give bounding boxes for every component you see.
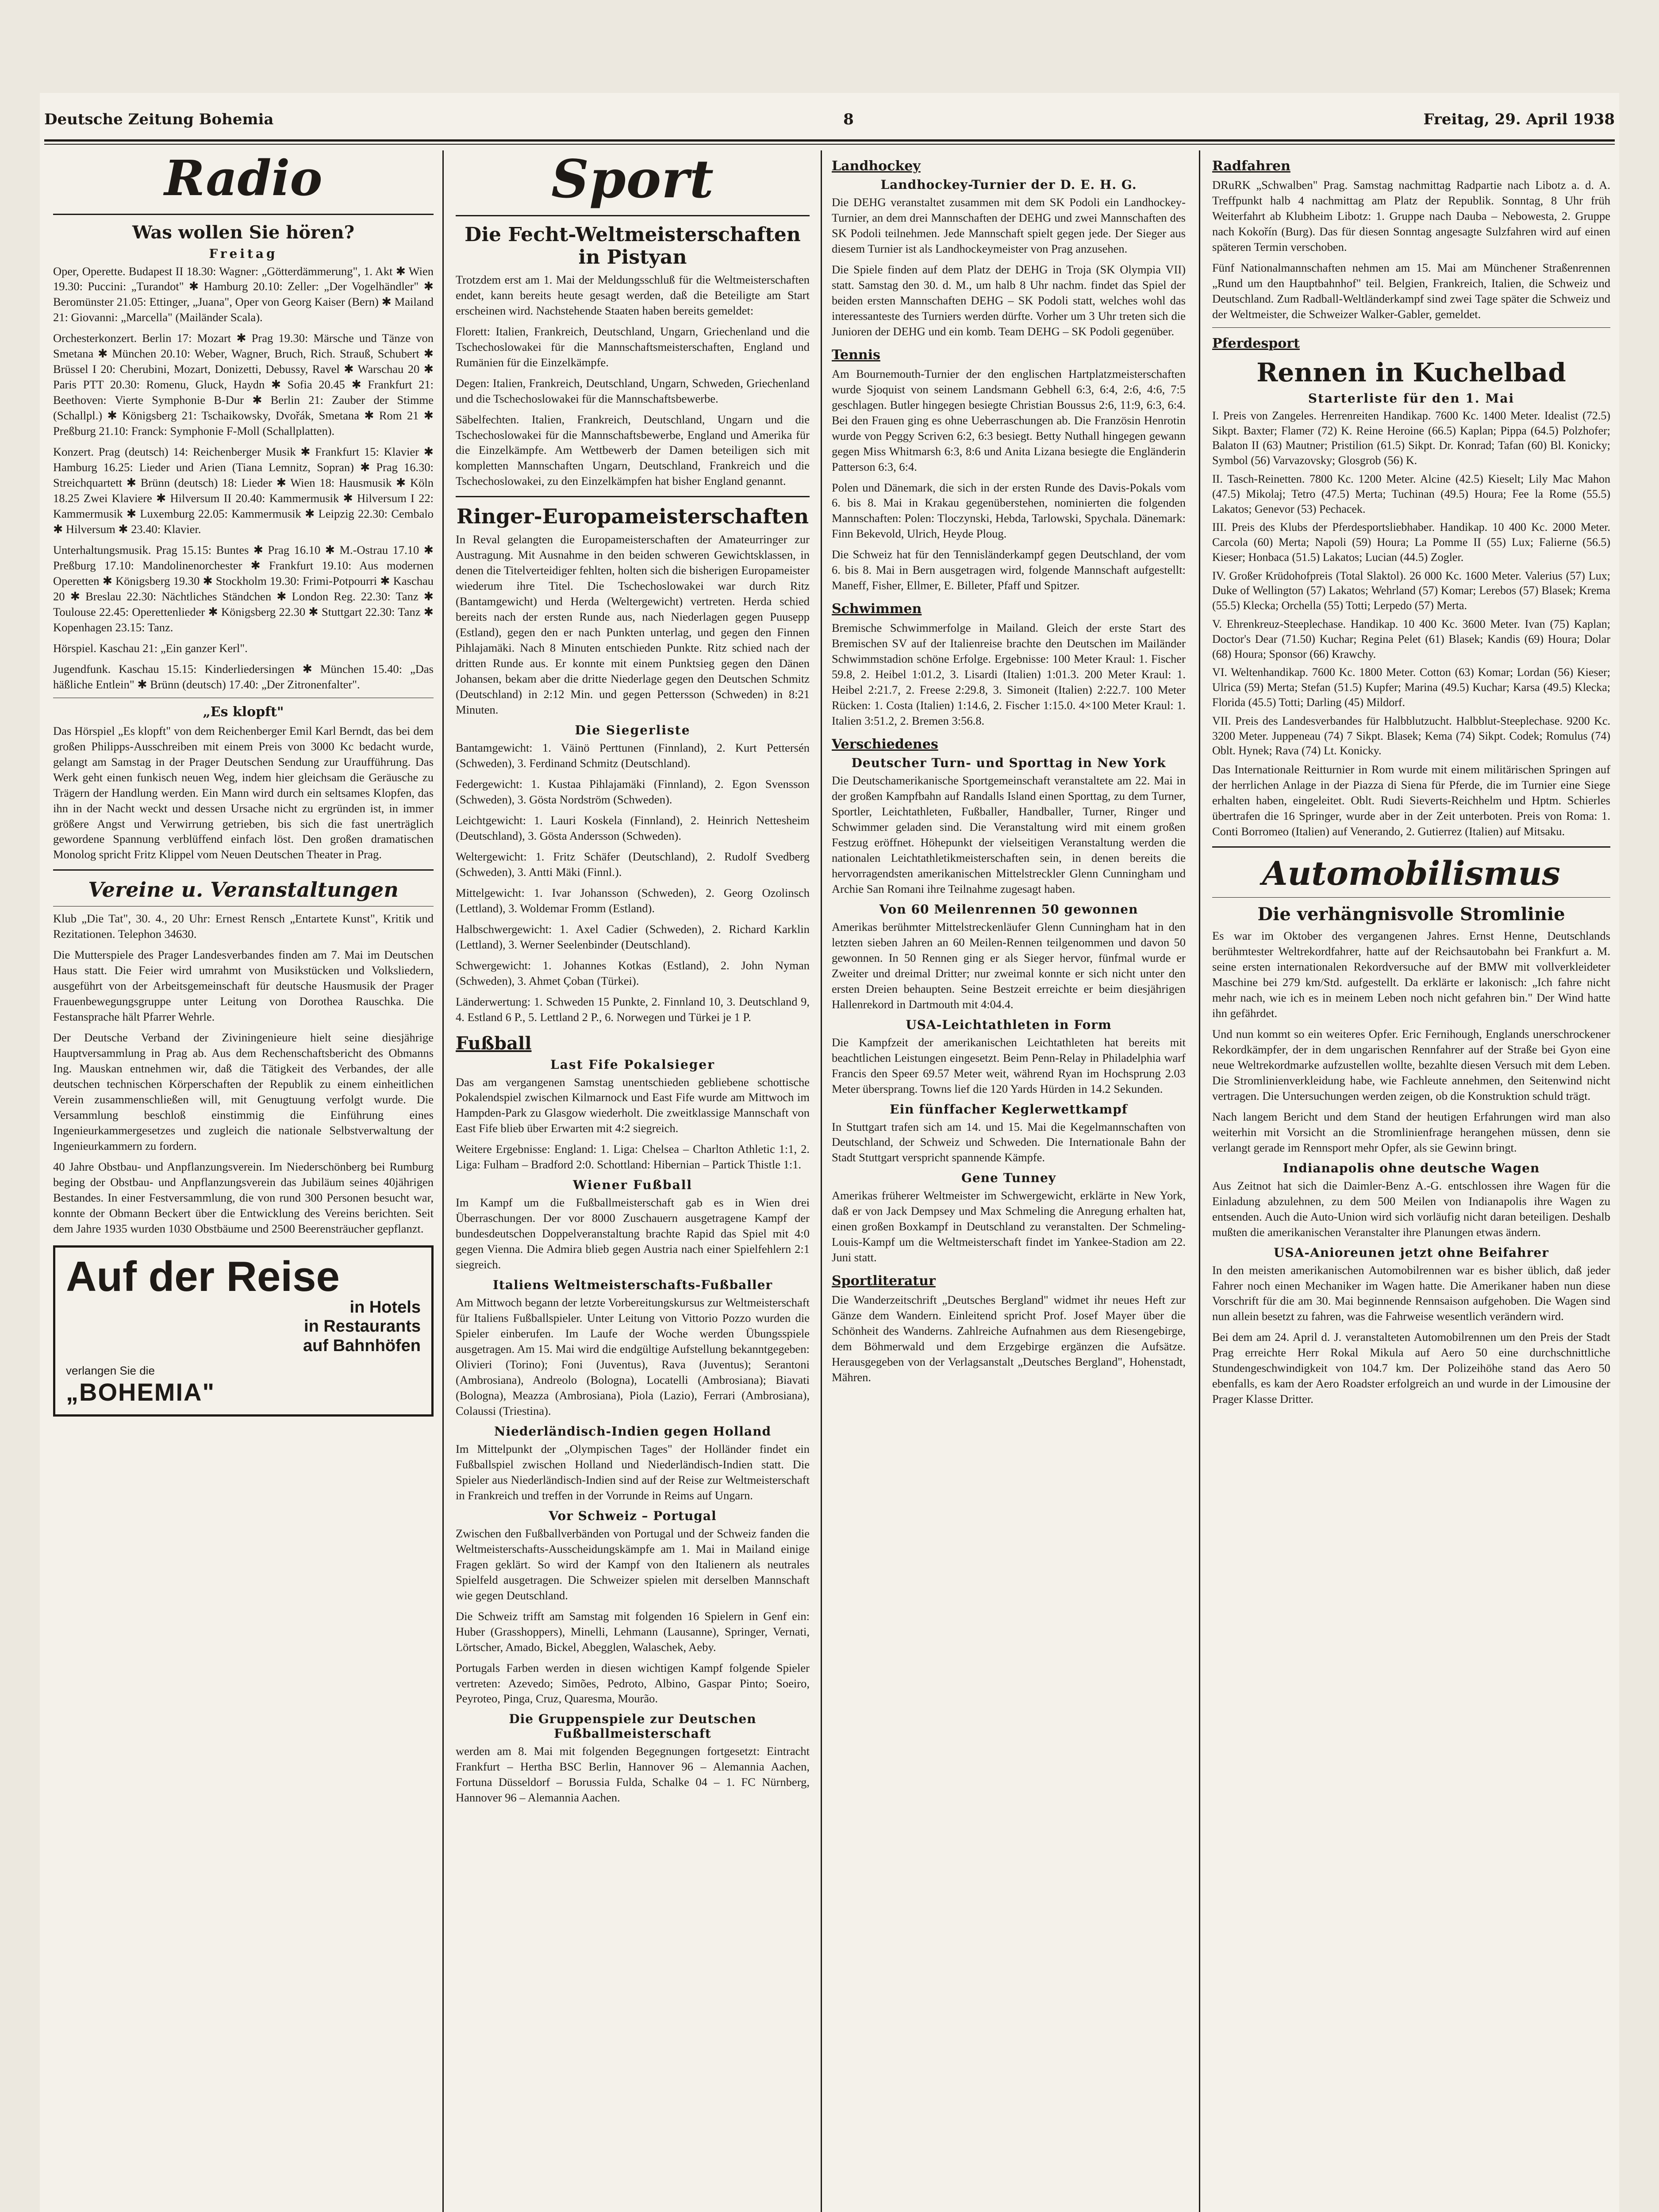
radio-paragraph: Konzert. Prag (deutsch) 14: Reichenberger Musik ✱ Frankfurt 15: Klavier ✱ Hamburg 16.25: Lieder und Arien (Tiana Lemnitz, Sopran) ✱ Prag 16.30: Streichquartett ✱ Brünn (deutsch) 18: Lieder ✱ Wien 18: Hausmusik ✱ Köln 18.25 Zwei Klaviere ✱ Hilversum II 20.40: Kammermusik ✱ Hilversum I 22: Kammermusik ✱ Luxemburg 22.05: Kammermusik ✱ Leipzig 22.30: Cembalo ✱ Hilversum ✱ 23.40: Klavier.	[53, 445, 434, 536]
radio-paragraph: Unterhaltungsmusik. Prag 15.15: Buntes ✱ Prag 16.10 ✱ M.-Ostrau 17.10 ✱ Preßburg 17.10: Mandolinenorchester ✱ Frankfurt 19.10: Aus modernen Operetten ✱ Königsberg 19.30 ✱ Stockholm 19.30: Frimi-Potpourri ✱ Kaschau 20 ✱ Breslau 22.30: Nächtliches Ständchen ✱ London Reg. 22.30: Tanz ✱ Toulouse 22.45: Operettenlieder ✱ Königsberg 22.30 ✱ Stuttgart 22.30: Tanz ✱ Kopenhagen 23.15: Tanz.	[53, 543, 434, 634]
sport-column-right	[1212, 150, 1610, 2212]
bohemia-advertisement	[53, 1245, 434, 1417]
sieger-item: Bantamgewicht: 1. Väinö Perttunen (Finnland), 2. Kurt Pettersén (Schweden), 3. Ferdinand Schmitz (Deutschland).	[456, 741, 810, 770]
landhockey-subtitle: Landhockey-Turnier der D. E. H. G.	[880, 177, 1137, 192]
meilen-text: Amerikas berühmter Mittelstreckenläufer Glenn Cunningham hat in den letzten sieben Jahren an 60 Meilen-Rennen teilgenommen und davon 50 gewonnen. In 50 Rennen ging er als Sieger hervor, fünfmal wurde er Zweiter und dreimal Dritter; nur zweimal konnte er sich nicht unter den ersten Dreien behaupten. Seine Bestzeit erreichte er beim diesjährigen Hallenrekord in Dartmouth mit 4:04.4.	[832, 920, 1186, 1011]
indianapolis-title: Indianapolis ohne deutsche Wagen	[1283, 1160, 1540, 1175]
divider	[53, 869, 434, 871]
radio-paragraph: Oper, Operette. Budapest II 18.30: Wagner: „Götterdämmerung", 1. Akt ✱ Wien 19.30: Puccini: „Turandot" ✱ Hamburg 20.10: Zeller: „Der Vogelhändler" ✱ Beromünster 21.05: Ettinger, „Juana", Oper von Georg Kaiser (Bern) ✱ Mailand 21: Giovanni: „Marcella" (Mailänder Scala).	[53, 264, 434, 324]
sieger-item: Schwergewicht: 1. Johannes Kotkas (Estland), 2. John Nyman (Schweden), 3. Ahmet Çoban (Türkei).	[456, 958, 810, 987]
race-entry: V. Ehrenkreuz-Steeplechase. Handikap. 10 400 Kc. 3600 Meter. Ivan (75) Kaplan; Doctor's Dear (71.50) Kuchar; Regina Pelet (61) Blasek; Kandis (69) Houra; Dolar (68) Houra; Sponsor (66) Krawchy.	[1212, 618, 1610, 661]
niederlande-title: Niederländisch-Indien gegen Holland	[494, 1424, 772, 1439]
ad-line: auf Bahnhöfen	[303, 1336, 421, 1356]
issue-date: Freitag, 29. April 1938	[1423, 111, 1615, 128]
column-divider	[442, 150, 444, 2212]
sieger-title: Die Siegerliste	[575, 723, 691, 738]
gruppenspiele-title: Die Gruppenspiele zur Deutschen Fußballmeisterschaft	[509, 1712, 757, 1741]
reitturnier-text: Das Internationale Reitturnier in Rom wurde mit einem militärischen Springen auf der herrlichen Anlage in der Piazza di Siena für Pferde, die im Turnier eine Siege erhalten haben, eingeleitet. Oblt. Rudi Sieverts-Reichhelm und Hptm. Schierles übertrafen die 16 Springer, wurde aber in der Zeit unterboten. Preis von Roma: 1. Conti Borromeo (Italien) auf Venerando, 2. Gutierrez (Italien) auf Mitsaku.	[1212, 763, 1610, 838]
ringer-paragraph: In Reval gelangten die Europameisterschaften der Amateurringer zur Austragung. Mit Ausnahme in den beiden schweren Gewichtsklassen, in denen die Titelverteidiger fehlten, holten sich die bisherigen Europameister wiederum ihre Titel. Die Tschechoslowakei war durch Ritz (Bantamgewicht) und Herda (Weltergewicht) vertreten. Herda schied bereits nach der ersten Runde aus, nach Niederlagen gegen Puusepp (Estland), gegen den er nach Punkten unterlag, und gegen den Finnen Pihlajamäki. Nach 8 Minuten entschieden Punkte. Ritz schied nach der dritten Runde aus. Er konnte mit einem Punktsieg gegen den Dänen Johansen, bekam aber die dritte Niederlage gegen den Deutschen Schmitz (Deutschland) in 2:12 Min. und gegen Pettersson (Schweden) in 8:21 Minuten.	[456, 533, 810, 717]
fussball-subtitle: Last Fife Pokalsieger	[550, 1057, 715, 1072]
sieger-item: Länderwertung: 1. Schweden 15 Punkte, 2. Finnland 10, 3. Deutschland 9, 4. Estland 6 P., 5. Lettland 2 P., 6. Norwegen und Türkei je 1 P.	[456, 995, 810, 1024]
gruppenspiele-text: werden am 8. Mai mit folgenden Begegnungen fortgesetzt: Eintracht Frankfurt – Hertha BSC Berlin, Hannover 96 – Alemannia Aachen, Fortuna Düsseldorf – Borussia Fulda, Schalke 04 – 1. FC Nürnberg, Hannover 96 – Alemannia Aachen.	[456, 1744, 810, 1805]
column-divider	[1199, 150, 1200, 2212]
sport-column-middle	[832, 150, 1186, 2212]
fecht-paragraph: Trotzdem erst am 1. Mai der Meldungsschluß für die Weltmeisterschaften endet, kann bereits heute gesagt werden, daß die Beteiligte am Start erscheinen wird. Nachstehende Staaten haben bereits gemeldet:	[456, 273, 810, 317]
kegler-title: Ein fünffacher Keglerwettkampf	[890, 1102, 1128, 1117]
tennis-title: Tennis	[832, 347, 880, 363]
kegler-text: In Stuttgart trafen sich am 14. und 15. Mai die Kegelmannschaften von Deutschland, der Schweiz und Schweden. Die Internationale Bahn der Stadt Stuttgart verspricht spannende Kämpfe.	[832, 1120, 1186, 1164]
stromlinie-paragraph: Und nun kommt so ein weiteres Opfer. Eric Fernihough, Englands unerschrockener Rekordkämpfer, der in dem ungarischen Rennfahrer auf der Straße bei Gyon eine neue Weltrekordmarke aufzustellen wollte, bezahlte diesen Versuch mit dem Leben. Die Stromlinienverkleidung habe, wie Fachleute annehmen, den Seitenwind nicht vertragen. Die Untersuchungen werden zeigen, ob die Konstruktion schuld trägt.	[1212, 1027, 1610, 1102]
ad-line: in Hotels	[349, 1298, 421, 1317]
divider	[456, 496, 810, 497]
radio-paragraph: Orchesterkonzert. Berlin 17: Mozart ✱ Prag 19.30: Märsche und Tänze von Smetana ✱ München 20.10: Weber, Wagner, Bruch, Rich. Strauß, Schubert ✱ Brüssel I 20: Cherubini, Mozart, Donizetti, Debussy, Ravel ✱ Warschau 20 ✱ Paris PTT 20.30: Romenu, Gluck, Haydn ✱ Sofia 20.45 ✱ Frankfurt 21: Beethoven: Vierte Symphonie B-Dur ✱ Berlin 21: Zauber der Stimme (Schallpl.) ✱ Königsberg 21: Tschaikowsky, Dvořák, Smetana ✱ Rom 21 ✱ Preßburg 21.10: Franck: Symphonie F-Moll (Schallplatten).	[53, 331, 434, 438]
schwimmen-title: Schwimmen	[832, 601, 922, 617]
race-entry: VII. Preis des Landesverbandes für Halbblutzucht. Halbblut-Steeplechase. 9200 Kc. 3200 Meter. Juppeneau (74) 7 Sikpt. Blasek; Kema (74) Sikpt. Codek; Romulus (74) Oblt. Hynek; Rava (74) Lt. Konicky.	[1212, 714, 1610, 757]
page-number: 8	[843, 111, 854, 128]
sieger-item: Mittelgewicht: 1. Ivar Johansson (Schweden), 2. Georg Ozolinsch (Lettland), 3. Woldemar Fromm (Estland).	[456, 886, 810, 915]
sportliteratur-text: Die Wanderzeitschrift „Deutsches Bergland" widmet ihr neues Heft zur Gänze dem Wandern. Einleitend spricht Prof. Josef Mayer über die Schönheit des Wanderns. Zahlreiche Aufnahmen aus dem Riesengebirge, dem Böhmerwald und dem Erzgebirge ergänzen die Aufsätze. Herausgegeben von der Verlagsanstalt „Deutsches Bergland", Hohenstadt, Mähren.	[832, 1293, 1186, 1384]
tunney-title: Gene Tunney	[961, 1171, 1056, 1186]
vereine-paragraph: Die Mutterspiele des Prager Landesverbandes finden am 7. Mai im Deutschen Haus statt. Die Feier wird umrahmt von Musikstücken und Volksliedern, ausgeführt von der Arbeitsgemeinschaft für deutsche Hausmusik der Prager Frauenbewegungsgruppe unter Leitung von Dorothea Rauschka. Die Festansprache hält Pfarrer Wehrle.	[53, 948, 434, 1024]
italien-title: Italiens Weltmeisterschafts-Fußballer	[492, 1278, 773, 1293]
radio-question: Was wollen Sie hören?	[132, 222, 355, 243]
verschiedenes-title: Verschiedenes	[832, 737, 938, 753]
sieger-item: Weltergewicht: 1. Fritz Schäfer (Deutschland), 2. Rudolf Svedberg (Schweden), 3. Antti Mäki (Finnl.).	[456, 849, 810, 879]
fussball-paragraph: Weitere Ergebnisse: England: 1. Liga: Chelsea – Charlton Athletic 1:1, 2. Liga: Fulham – Bradford 2:0. Schottland: Hibernian – Partick Thistle 1:1.	[456, 1142, 810, 1171]
radio-day: Freitag	[209, 246, 278, 261]
divider	[53, 214, 434, 215]
divider	[456, 215, 810, 216]
ad-line: in Restaurants	[304, 1317, 421, 1336]
sport-column-left	[456, 150, 810, 2212]
vereine-paragraph: Klub „Die Tat", 30. 4., 20 Uhr: Ernest Rensch „Entartete Kunst", Kritik und Rezitationen. Telephon 34630.	[53, 912, 434, 941]
landhockey-paragraph: Die Spiele finden auf dem Platz der DEHG in Troja (SK Olympia VII) statt. Samstag den 30. d. M., um halb 8 Uhr nachm. findet das Spiel der beiden ersten Mannschaften DEHG – SK Podoli statt, welches wohl das interessanteste des Turniers werden dürfte. Vorher um 3 Uhr treten sich die Junioren der DEHG und ein komb. Team DEHG – SK Podoli gegenüber.	[832, 262, 1186, 338]
sieger-item: Leichtgewicht: 1. Lauri Koskela (Finnland), 2. Heinrich Nettesheim (Deutschland), 3. Gösta Andersson (Schweden).	[456, 813, 810, 842]
sport-title: Sport	[551, 150, 714, 210]
column-divider	[821, 150, 822, 2212]
verschiedenes-subtitle: Deutscher Turn- und Sporttag in New York	[851, 756, 1166, 771]
meilen-title: Von 60 Meilenrennen 50 gewonnen	[879, 902, 1138, 917]
header-rule	[44, 139, 1615, 142]
fecht-paragraph: Degen: Italien, Frankreich, Deutschland, Ungarn, Schweden, Griechenland und die Tschechoslowakei für die Mannschaftsbewerbe.	[456, 376, 810, 405]
race-entry: I. Preis von Zangeles. Herrenreiten Handikap. 7600 Kc. 1400 Meter. Idealist (72.5) Sikpt. Baxter; Flamer (72) K. Reine Heroine (66.5) Kaplan; Pippa (64.5) Polzhofer; Balaton II (63) Mautner; Pristilion (61.5) Sikpt. Dr. Konrad; Tafan (60) Bl. Konicky; Symbol (56) Varvazovsky; Glosgrob (56) K.	[1212, 409, 1610, 467]
stromlinie-paragraph: Es war im Oktober des vergangenen Jahres. Ernst Henne, Deutschlands berühmtester Weltrekordfahrer, hatte auf der Reichsautobahn bei Frankfurt a. M. seine ersten internationalen Rekordversuche auf der BMW mit vollverkleideter Maschine bei 279 km/Std. aufgestellt. Da erklärte er lakonisch: „Ich fahre nicht mehr nach, wie ich es in meinem Leben noch nicht gefahren bin." Der Wind hatte ihn gefährdet.	[1212, 929, 1610, 1020]
fecht-paragraph: Säbelfechten. Italien, Frankreich, Deutschland, Ungarn und die Tschechoslowakei für die Mannschaftsbewerbe, England und Amerika für die Einzelkämpfe. Am Wettbewerb der Damen beteiligen sich mit kompletten Mannschaften Ungarn, Deutschland, Frankreich und die Tschechoslowakei, zu den Einzelkämpfen hat bisher England genannt.	[456, 412, 810, 488]
fussball-title: Fußball	[456, 1033, 532, 1054]
fecht-title: Die Fecht-Weltmeisterschaften in Pistyan	[465, 223, 801, 269]
stromlinie-title: Die verhängnisvolle Stromlinie	[1257, 904, 1565, 925]
vereine-paragraph: 40 Jahre Obstbau- und Anpflanzungsverein. Im Niederschönberg bei Rumburg beging der Obstbau- und Anpflanzungsverein das Jubiläum seines 40jährigen Bestandes. In einer Festversammlung, die von rund 300 Personen besucht war, konnte der Obmann Beckert über die Entwicklung des Vereins berichten. Seit dem Jahre 1935 wurden 1030 Obstbäume und 2500 Beerensträucher gepflanzt.	[53, 1160, 434, 1235]
stromlinie-paragraph: Nach langem Bericht und dem Stand der heutigen Erfahrungen wird man also weiterhin mit Vorsicht an die Stromlinienfrage herangehen müssen, denn sie verlangt gerade im Rennsport mehr Opfer, als sie Gewinn bringt.	[1212, 1110, 1610, 1154]
radio-paragraph: Jugendfunk. Kaschau 15.15: Kinderliedersingen ✱ München 15.40: „Das häßliche Entlein" ✱ Brünn (deutsch) 17.40: „Der Zitronenfalter".	[53, 662, 434, 691]
header-rule-thin	[44, 144, 1615, 145]
divider	[1212, 897, 1610, 898]
italien-text: Am Mittwoch begann der letzte Vorbereitungskursus zur Weltmeisterschaft für Italiens Fußballspieler. Unter Leitung von Vittorio Pozzo wurden die Spieler einberufen. Im Laufe der Woche werden Übungsspiele ausgetragen. Am 15. Mai wird die endgültige Aufstellung bekanntgegeben: Olivieri (Torino); Foni (Juventus), Rava (Juventus); Serantoni (Ambrosiana), Andreolo (Bologna), Locatelli (Ambrosiana); Biavati (Bologna), Meazza (Ambrosiana), Piola (Lazio), Ferrari (Ambrosiana), Colaussi (Triestina).	[456, 1296, 810, 1417]
vereine-title: Vereine u. Veranstaltungen	[88, 878, 399, 902]
sieger-item: Federgewicht: 1. Kustaa Pihlajamäki (Finnland), 2. Egon Svensson (Schweden), 3. Gösta Nordström (Schweden).	[456, 777, 810, 806]
race-entry: VI. Weltenhandikap. 7600 Kc. 1800 Meter. Cotton (63) Komar; Lordan (56) Kieser; Ulrica (59) Merta; Stefan (51.5) Kupfer; Marina (49.5) Kuchar; Karsa (49.5) Klecka; Florida (45.5) Totti; Darling (45) Mildorf.	[1212, 666, 1610, 709]
race-entry: IV. Großer Krüdohofpreis (Total Slaktol). 26 000 Kc. 1600 Meter. Valerius (57) Lux; Duke of Wellington (57) Lakatos; Wehrland (57) Komar; Lerebos (57) Blasek; Krema (55.5) Klecka; Orchella (55) Totti; Lerpedo (57) Merta.	[1212, 569, 1610, 612]
page-header	[44, 106, 1615, 133]
newspaper-name: Deutsche Zeitung Bohemia	[44, 111, 274, 128]
usa-leichtathleten-text: Die Kampfzeit der amerikanischen Leichtathleten hat bereits mit beachtlichen Leistungen eingesetzt. Beim Penn-Relay in Philadelphia warf Francis den Speer 69.57 Meter weit, während Ryan im Hochsprung 2.03 Meter übersprang. Towns lief die 120 Yards Hürden in 14.2 Sekunden.	[832, 1035, 1186, 1095]
race-entry: III. Preis des Klubs der Pferdesportsliebhaber. Handikap. 10 400 Kc. 2000 Meter. Carcola (60) Merta; Napoli (59) Houra; La Pomme II (55) Lux; Falierne (56.5) Kieser; Honbaca (51.5) Lakatos; Lucian (44.5) Zogler.	[1212, 521, 1610, 564]
landhockey-paragraph: Die DEHG veranstaltet zusammen mit dem SK Podoli ein Landhockey-Turnier, an dem drei Mannschaften der DEHG und zwei Mannschaften des SK Podoli teilnehmen. Jede Mannschaft spielt gegen jede. Der Sieger aus diesem Turnier ist als Landhockeymeister von Prag anzusehen.	[832, 196, 1186, 255]
schweiz-paragraph: Portugals Farben werden in diesen wichtigen Kampf folgende Spieler vertreten: Azevedo; Simões, Pedroto, Albino, Gaspar Pinto; Soeiro, Peyroteo, Pinga, Cruz, Quaresma, Mourão.	[456, 1661, 810, 1705]
rennen-title: Rennen in Kuchelbad	[1256, 357, 1566, 388]
tennis-paragraph: Polen und Dänemark, die sich in der ersten Runde des Davis-Pokals vom 6. bis 8. Mai in Krakau gegenüberstehen, nominierten die folgenden Mannschaften: Polen: Tloczynski, Hebda, Tarlowski, Spychala. Dänemark: Finn Bekevold, Ulrich, Heyde Ploug.	[832, 480, 1186, 541]
radfahren-paragraph: Fünf Nationalmannschaften nehmen am 15. Mai am Münchener Straßenrennen „Rund um den Hauptbahnhof" teil. Belgien, Frankreich, Italien, die Schweiz und Deutschland. Zum Radball-Weltländerkampf sind zwei Tage später die Schweiz und der Weltmeister, die Schweizer Walker-Gabler, gemeldet.	[1212, 261, 1610, 321]
fussball-paragraph: Das am vergangenen Samstag unentschieden gebliebene schottische Pokalendspiel zwischen Kilmarnock und East Fife wurde am Mittwoch im Hampden-Park zu Glasgow wiederholt. Die zweitklassige Mannschaft von East Fife blieb über Erwarten mit 4:2 siegreich.	[456, 1075, 810, 1135]
schweiz-paragraph: Zwischen den Fußballverbänden von Portugal und der Schweiz fanden die Weltmeisterschafts-Ausscheidungskämpfe am 1. Mai in Mailand einige Fragen geklärt. So wird der Kampf von den Italienern als neutrales Spielfeld ausgetragen. Die Schweizer spielen mit derselben Mannschaft wie gegen Deutschland.	[456, 1526, 810, 1602]
ad-brand: „BOHEMIA"	[66, 1378, 215, 1406]
vereine-paragraph: Der Deutsche Verband der Ziviningenieure hielt seine diesjährige Hauptversammlung in Prag ab. Aus dem Rechenschaftsbericht des Obmanns Ing. Mauskan entnehmen wir, daß die Tätigkeit des Verbandes, der alle deutschen technischen Körperschaften der Republik zu einem einheitlichen Verein zusammenschließen will, mit Genugtuung verfolgt wurde. Die Versammlung beschloß einstimmig die Einführung eines Ingenieurkammergesetzes und zugleich die nationale Selbstverwaltung der Ingenieurkammern zu fordern.	[53, 1031, 434, 1152]
radio-column	[53, 150, 434, 2212]
usa-rennen-title: USA-Anioreunen jetzt ohne Beifahrer	[1274, 1245, 1549, 1260]
fecht-paragraph: Florett: Italien, Frankreich, Deutschland, Ungarn, Griechenland und die Tschechoslowakei für die Mannschaftsmeisterschaften, England und Rumänien für die Einzelkämpfe.	[456, 324, 810, 369]
usa-leichtathleten-title: USA-Leichtathleten in Form	[906, 1017, 1112, 1032]
ad-title: Auf der Reise	[66, 1252, 340, 1300]
ringer-title: Ringer-Europameisterschaften	[456, 504, 809, 529]
indianapolis-text: Aus Zeitnot hat sich die Daimler-Benz A.-G. entschlossen ihre Wagen für die Einladung abzulehnen, zu dem 500 Meilen von Indianapolis ihre Wagen zu entsenden. Auch die Auto-Union wird sich vorläufig nicht daran beteiligen. Deshalb mußten die amerikanischen Veranstalter ihre Planungen etwas ändern.	[1212, 1179, 1610, 1239]
sportliteratur-title: Sportliteratur	[832, 1273, 936, 1289]
landhockey-title: Landhockey	[832, 158, 921, 174]
radio-title: Radio	[164, 150, 323, 207]
wiener-text: Im Kampf um die Fußballmeisterschaft gab es in Wien drei Überraschungen. Der vor 8000 Zuschauern ausgetragene Kampf der bundesdeutschen Doppelveranstaltung brachte Rapid das Spiel mit 4:0 gegen Vienna. Die Admira blieb gegen Austria nach einer Spielfehlern 2:1 siegreich.	[456, 1196, 810, 1271]
tennis-paragraph: Die Schweiz hat für den Tennisländerkampf gegen Deutschland, der vom 6. bis 8. Mai in Bern ausgetragen wird, folgende Mannschaft aufgestellt: Maneff, Fisher, Ellmer, E. Billeter, Pfaff und Spitzer.	[832, 548, 1186, 592]
es-klopft-title: „Es klopft"	[203, 704, 284, 720]
es-klopft-text: Das Hörspiel „Es klopft" von dem Reichenberger Emil Karl Berndt, das bei dem großen Philipps-Ausschreiben mit einem Preis von 3000 Kc bedacht wurde, gelangt am Samstag in der Prager Deutschen Sendung zur Uraufführung. Das Werk geht einen funkisch neuen Weg, indem hier gleichsam die Geräusche zu Trägern der Handlung werden. Ein Mann wird durch ein seltsames Klopfen, das ihn in der Nacht weckt und dessen Ursache nicht zu ergründen ist, in immer größere Angst und Verwirrung getrieben, bis sich die fast unerträglich gewordene Spannung verblüffend einfach löst. Den großen dramatischen Monolog spricht Fritz Klippel vom Neuen Deutschen Theater in Prag.	[53, 724, 434, 861]
radio-paragraph: Hörspiel. Kaschau 21: „Ein ganzer Kerl".	[53, 641, 248, 655]
ad-prefix: verlangen Sie die	[66, 1363, 155, 1377]
divider	[1212, 846, 1610, 848]
automobil-title: Automobilismus	[1262, 855, 1560, 893]
aero-text: Bei dem am 24. April d. J. veranstalteten Automobilrennen um den Preis der Stadt Prag erreichte Herr Rokal Mikula auf Aero 50 eine durchschnittliche Stundengeschwindigkeit von 104.7 km. Der Polizeihöhe stand das Aero 50 ebenfalls, es kam der Aero Roadster erfolgreich an und wurde in der Limousine der Prager Klasse Dritter.	[1212, 1330, 1610, 1406]
niederlande-text: Im Mittelpunkt der „Olympischen Tages" der Holländer findet ein Fußballspiel zwischen Holland und Niederländisch-Indien statt. Die Spieler aus Niederländisch-Indien sind auf der Reise zur Weltmeisterschaft in Frankreich und treffen in der Vorrunde in Reims auf Ungarn.	[456, 1442, 810, 1502]
radfahren-paragraph: DRuRK „Schwalben" Prag. Samstag nachmittag Radpartie nach Libotz a. d. A. Treffpunkt halb 4 nachmittag am Platz der Republik. Sonntag, 8 Uhr früh Weiterfahrt ab Klubheim Libotz: 1. Gruppe nach Dauba – Nebowesta, 2. Gruppe nach Kokořín (Burg). Das für diesen Sonntag angesagte Sulzfahren wird auf einen späteren Termin verschoben.	[1212, 178, 1610, 253]
sieger-item: Halbschwergewicht: 1. Axel Cadier (Schweden), 2. Richard Karklin (Lettland), 3. Werner Seelenbinder (Deutschland).	[456, 922, 810, 951]
schwimmen-paragraph: Bremische Schwimmerfolge in Mailand. Gleich der erste Start des Bremischen SV auf der Italienreise brachte den Deutschen im Mailänder Schwimmstadion schöne Erfolge. Ergebnisse: 100 Meter Kraul: 1. Fischer 59.8, 2. Heibel 1:01.2, 3. Lisardi (Italien) 1:01.3. 200 Meter Kraul: 1. Heibel 2:21.7, 2. Freese 2:29.8, 3. Simoneit (Italien) 2:22.7. 100 Meter Rücken: 1. Costa (Italien) 1:14.6, 2. Fischer 1:15.0. 4×100 Meter Kraul: 1. Italien 3:51.2, 2. Bremen 3:56.8.	[832, 621, 1186, 728]
starterliste-title: Starterliste für den 1. Mai	[1308, 391, 1515, 406]
pferdesport-title: Pferdesport	[1212, 335, 1300, 351]
wiener-title: Wiener Fußball	[572, 1178, 693, 1193]
schweiz-title: Vor Schweiz – Portugal	[549, 1508, 717, 1523]
tunney-text: Amerikas früherer Weltmeister im Schwergewicht, erklärte in New York, daß er von Jack Dempsey und Max Schmeling die Anregung erhalten hat, einen großen Boxkampf in Deutschland zu veranstalten. Der Schmeling-Louis-Kampf um die Weltmeisterschaft findet im Yankee-Stadion am 22. Juni statt.	[832, 1189, 1186, 1264]
divider	[1212, 327, 1610, 328]
schweiz-paragraph: Die Schweiz trifft am Samstag mit folgenden 16 Spielern in Genf ein: Huber (Grasshoppers), Minelli, Lehmann (Lausanne), Springer, Vernati, Lörtscher, Amado, Bickel, Abegglen, Walaschek, Aeby.	[456, 1609, 810, 1654]
verschiedenes-text: Die Deutschamerikanische Sportgemeinschaft veranstaltete am 22. Mai in der großen Kampfbahn auf Randalls Island einen Sporttag, zu dem Turner, Sportler, Leichtathleten, Fußballer, Handballer, Turner, Ringer und Schwimmer geladen sind. Die Veranstaltung wird mit einem großen Festzug eröffnet. Höhepunkt der vielseitigen Veranstaltung werden die nationalen Leichtathletikmeisterschaften sein, in denen bereits die hervorragendsten amerikanischen Mittelstreckler Glenn Cunningham und Archie San Romani ihre Teilnahme zugesagt haben.	[832, 774, 1186, 895]
tennis-paragraph: Am Bournemouth-Turnier der den englischen Hartplatzmeisterschaften wurde Sjoquist von seinem Landsmann Gebhell 6:3, 6:4, 2:6, 4:6, 7:5 geschlagen. Butler hingegen besiegte Christian Boussus 2:6, 11:9, 6:3, 6:4. Bei den Frauen ging es ohne Ueberraschungen ab. Die Französin Henrotin wurde von Peggy Scriven 6:2, 6:3 besiegt. Betty Nuthall hingegen gewann gegen Miss Whitmarsh 6:3, 8:6 und Anita Lizana besiegte die Engländerin Patterson 6:3, 6:4.	[832, 367, 1186, 473]
usa-rennen-text: In den meisten amerikanischen Automobilrennen war es bisher üblich, daß jeder Fahrer noch einen Mechaniker im Wagen hatte. Die Amerikaner haben nun diese Vorschrift für die am 30. Mai beginnende Rennsaison aufgehoben. Die Wagen sind nun allein besetzt zu fahren, was die Fahrweise wesentlich verändern wird.	[1212, 1263, 1610, 1323]
race-entry: II. Tasch-Reinetten. 7800 Kc. 1200 Meter. Alcine (42.5) Kieselt; Lily Mac Mahon (47.5) Mikolaj; Tetro (47.5) Merta; Tuchinan (49.5) Houra; Fee la Rome (55.5) Lakatos; Genevor (53) Pechacek.	[1212, 472, 1610, 515]
radfahren-title: Radfahren	[1212, 158, 1290, 174]
